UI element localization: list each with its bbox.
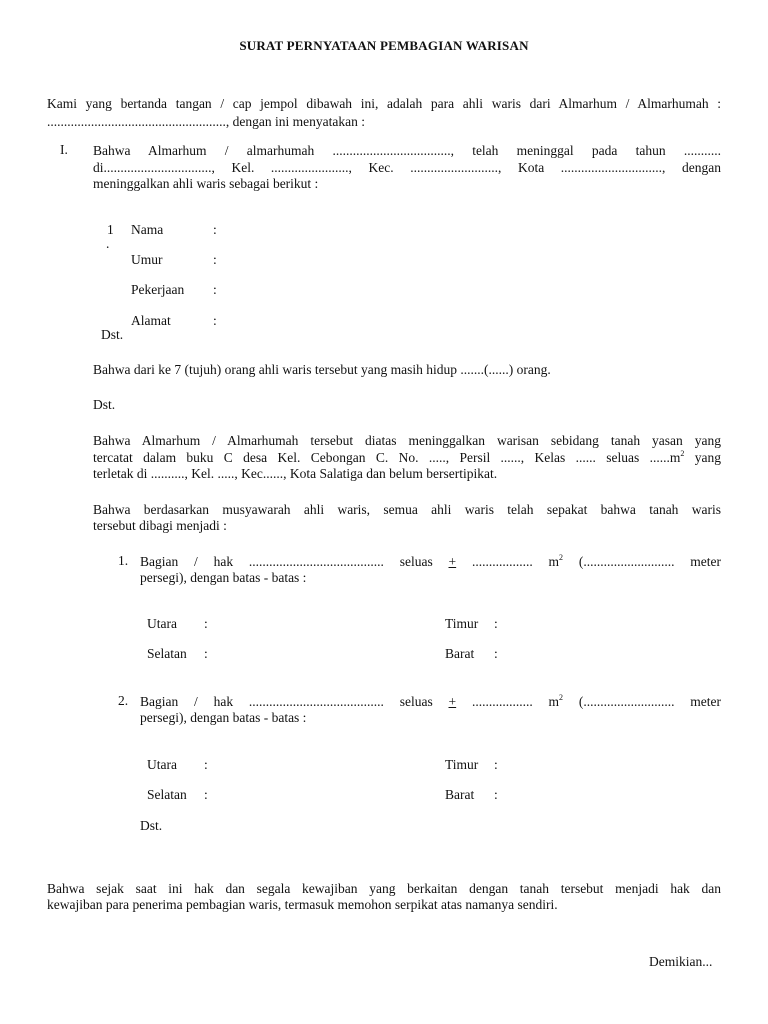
bound-timur: Timur	[445, 616, 479, 631]
bound-colon: :	[494, 646, 498, 661]
intro-line-2: ....................................................., dengan ini menyatakan :	[47, 114, 365, 129]
part-number: 1.	[118, 553, 129, 568]
field-colon: :	[213, 282, 217, 297]
para-land-line-1: Bahwa Almarhum / Almarhumah tersebut diatas meninggalkan warisan sebidang tanah yasan yang	[93, 433, 721, 448]
bound-colon: :	[494, 787, 498, 802]
section-I-line-3: meninggalkan ahli waris sebagai berikut :	[93, 176, 319, 191]
para-alive: Bahwa dari ke 7 (tujuh) orang ahli waris tersebut yang masih hidup .......(......) orang.	[93, 362, 551, 377]
part-1-line-2: persegi), dengan batas - batas :	[140, 570, 307, 585]
part-number: 2.	[118, 693, 129, 708]
closing-line-1: Bahwa sejak saat ini hak dan segala kewajiban yang berkaitan dengan tanah tersebut menjadi hak dan	[47, 881, 721, 896]
part-2-line-2: persegi), dengan batas - batas :	[140, 710, 307, 725]
part-1-line-1: Bagian / hak ........................................ seluas + .................. $m^2$ (........................... meter	[140, 553, 721, 569]
bound-barat: Barat	[445, 787, 475, 802]
heir-number: 1	[107, 222, 114, 237]
bound-colon: :	[494, 757, 498, 772]
part-2-line-1: Bagian / hak ........................................ seluas + .................. $m^2$ (........................... meter	[140, 693, 721, 709]
dst-label: Dst.	[140, 818, 163, 833]
bound-barat: Barat	[445, 646, 475, 661]
section-I-line-2: di................................, Kel. ......................., Kec. .........................., Kota .............................., dengan	[93, 160, 721, 175]
bound-selatan: Selatan	[147, 787, 187, 802]
section-I-line-1: Bahwa Almarhum / almarhumah ..................................., telah meninggal pada tahun ...........	[93, 143, 721, 158]
demikian-text: Demikian...	[649, 954, 713, 969]
bound-colon: :	[204, 757, 208, 772]
heir-number-dot: .	[106, 236, 110, 251]
bound-colon: :	[204, 616, 208, 631]
para-agree-line-1: Bahwa berdasarkan musyawarah ahli waris, semua ahli waris telah sepakat bahwa tanah waris	[93, 502, 721, 517]
para-land-line-3: terletak di .........., Kel. ....., Kec......, Kota Salatiga dan belum bersertipikat.	[93, 466, 498, 481]
para-agree-line-2: tersebut dibagi menjadi :	[93, 518, 227, 533]
bound-utara: Utara	[147, 757, 177, 772]
field-label-pekerjaan: Pekerjaan	[131, 282, 185, 297]
bound-colon: :	[204, 646, 208, 661]
field-colon: :	[213, 222, 217, 237]
bound-colon: :	[204, 787, 208, 802]
para-land-line-2: tercatat dalam buku C desa Kel. Cebongan C. No. ....., Persil ......, Kelas ...... seluas $......m^2$ yang	[93, 449, 721, 465]
intro-line-1: Kami yang bertanda tangan / cap jempol dibawah ini, adalah para ahli waris dari Almarhum / Almarhumah :	[47, 96, 721, 111]
bound-utara: Utara	[147, 616, 177, 631]
closing-line-2: kewajiban para penerima pembagian waris, termasuk memohon serpikat atas namanya sendiri.	[47, 897, 558, 912]
field-colon: :	[213, 252, 217, 267]
field-label-alamat: Alamat	[131, 313, 171, 328]
field-label-nama: Nama	[131, 222, 164, 237]
bound-colon: :	[494, 616, 498, 631]
bound-timur: Timur	[445, 757, 479, 772]
field-label-umur: Umur	[131, 252, 163, 267]
bound-selatan: Selatan	[147, 646, 187, 661]
section-numeral: I.	[60, 142, 68, 157]
document-title: SURAT PERNYATAAN PEMBAGIAN WARISAN	[239, 38, 529, 53]
dst-label: Dst.	[101, 327, 124, 342]
field-colon: :	[213, 313, 217, 328]
dst-label: Dst.	[93, 397, 116, 412]
